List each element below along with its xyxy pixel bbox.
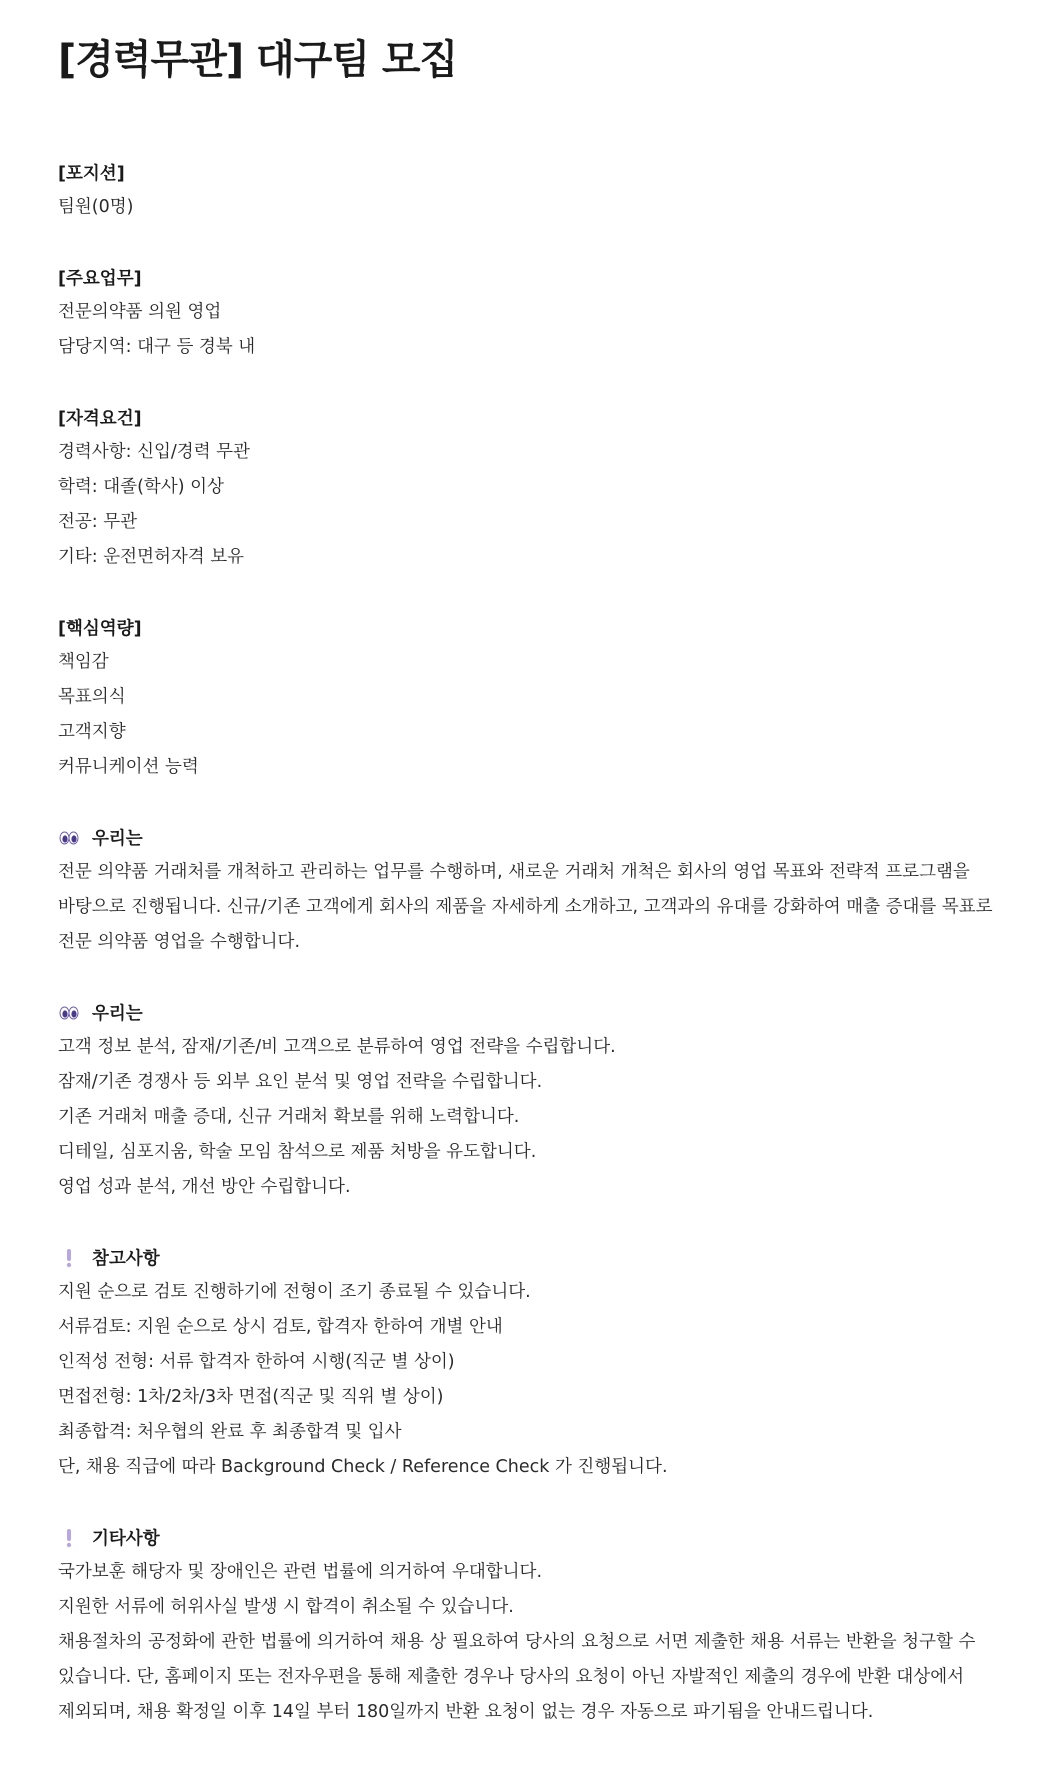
- text-line: 면접전형: 1차/2차/3차 면접(직군 및 직위 별 상이): [58, 1387, 444, 1407]
- exclamation-icon: [58, 1248, 80, 1268]
- eyes-icon: [58, 828, 80, 848]
- text-line: 최종합격: 처우협의 완료 후 최종합격 및 입사: [58, 1422, 402, 1442]
- page-title: [경력무관] 대구팀 모집: [58, 37, 458, 83]
- text-line: 단, 채용 직급에 따라 Background Check / Reference Check 가 진행됩니다.: [58, 1457, 668, 1477]
- text-line: 전공: 무관: [58, 512, 138, 532]
- section-notes: [58, 1240, 1008, 1485]
- text-line: 목표의식: [58, 687, 126, 707]
- eyes-icon: [58, 1003, 80, 1023]
- text-line: 서류검토: 지원 순으로 상시 검토, 합격자 한하여 개별 안내: [58, 1317, 503, 1337]
- text-line: 디테일, 심포지움, 학술 모임 참석으로 제품 처방을 유도합니다.: [58, 1142, 537, 1162]
- text-line: 책임감: [58, 652, 109, 672]
- exclamation-icon: [58, 1528, 80, 1548]
- text-line: 고객 정보 분석, 잠재/기존/비 고객으로 분류하여 영업 전략을 수립합니다.: [58, 1037, 616, 1057]
- text-paragraph: 채용절차의 공정화에 관한 법률에 의거하여 채용 상 필요하여 당사의 요청으로 서면 제출한 채용 서류는 반환을 청구할 수 있습니다. 단, 홈페이지 또는 전자우편을 통해 제출한 경우나 당사의 요청이 아닌 자발적인 제출의 경우에 반환 대상에서 제외되며, 채용 확정일 이후 14일 부터 180일까지 반환 요청이 없는 경우 자동으로 파기됨을 안내드립니다.: [58, 1632, 976, 1722]
- section-we-are-intro: [58, 820, 1008, 960]
- section-heading-label: 기타사항: [92, 1529, 160, 1549]
- text-paragraph: 전문 의약품 거래처를 개척하고 관리하는 업무를 수행하며, 새로운 거래처 개척은 회사의 영업 목표와 전략적 프로그램을 바탕으로 진행됩니다. 신규/기존 고객에게 회사의 제품을 자세하게 소개하고, 고객과의 유대를 강화하여 매출 증대를 목표로 전문 의약품 영업을 수행합니다.: [58, 862, 993, 952]
- text-line: 영업 성과 분석, 개선 방안 수립합니다.: [58, 1177, 351, 1197]
- section-heading: [58, 820, 1008, 855]
- text-line: 팀원(0명): [58, 197, 134, 217]
- section-heading-label: 우리는: [92, 829, 143, 849]
- text-line: 기타: 운전면허자격 보유: [58, 547, 245, 567]
- text-line: 인적성 전형: 서류 합격자 한하여 시행(직군 별 상이): [58, 1352, 455, 1372]
- text-line: 담당지역: 대구 등 경북 내: [58, 337, 256, 357]
- text-line: 전문의약품 의원 영업: [58, 302, 222, 322]
- section-we-are-tasks: [58, 995, 1008, 1205]
- section-others: [58, 1520, 1008, 1730]
- section-heading: [58, 1240, 1008, 1275]
- text-line: 커뮤니케이션 능력: [58, 757, 199, 777]
- section-heading: [포지션]: [58, 164, 125, 184]
- posting-content: [58, 155, 1008, 1765]
- text-line: 지원 순으로 검토 진행하기에 전형이 조기 종료될 수 있습니다.: [58, 1282, 531, 1302]
- section-heading: [58, 1520, 1008, 1555]
- text-line: 고객지향: [58, 722, 126, 742]
- section-heading: [주요업무]: [58, 269, 142, 289]
- section-heading: [자격요건]: [58, 409, 142, 429]
- text-line: 기존 거래처 매출 증대, 신규 거래처 확보를 위해 노력합니다.: [58, 1107, 520, 1127]
- section-heading-label: 참고사항: [92, 1249, 160, 1269]
- section-qualifications: [58, 400, 1008, 575]
- section-heading: [58, 995, 1008, 1030]
- text-line: 지원한 서류에 허위사실 발생 시 합격이 취소될 수 있습니다.: [58, 1597, 514, 1617]
- text-line: 경력사항: 신입/경력 무관: [58, 442, 250, 462]
- section-heading: [핵심역량]: [58, 619, 142, 639]
- text-line: 학력: 대졸(학사) 이상: [58, 477, 224, 497]
- text-line: 잠재/기존 경쟁사 등 외부 요인 분석 및 영업 전략을 수립합니다.: [58, 1072, 543, 1092]
- section-heading-label: 우리는: [92, 1004, 143, 1024]
- section-position: [58, 155, 1008, 225]
- text-line: 국가보훈 해당자 및 장애인은 관련 법률에 의거하여 우대합니다.: [58, 1562, 543, 1582]
- section-duties: [58, 260, 1008, 365]
- section-competencies: [58, 610, 1008, 785]
